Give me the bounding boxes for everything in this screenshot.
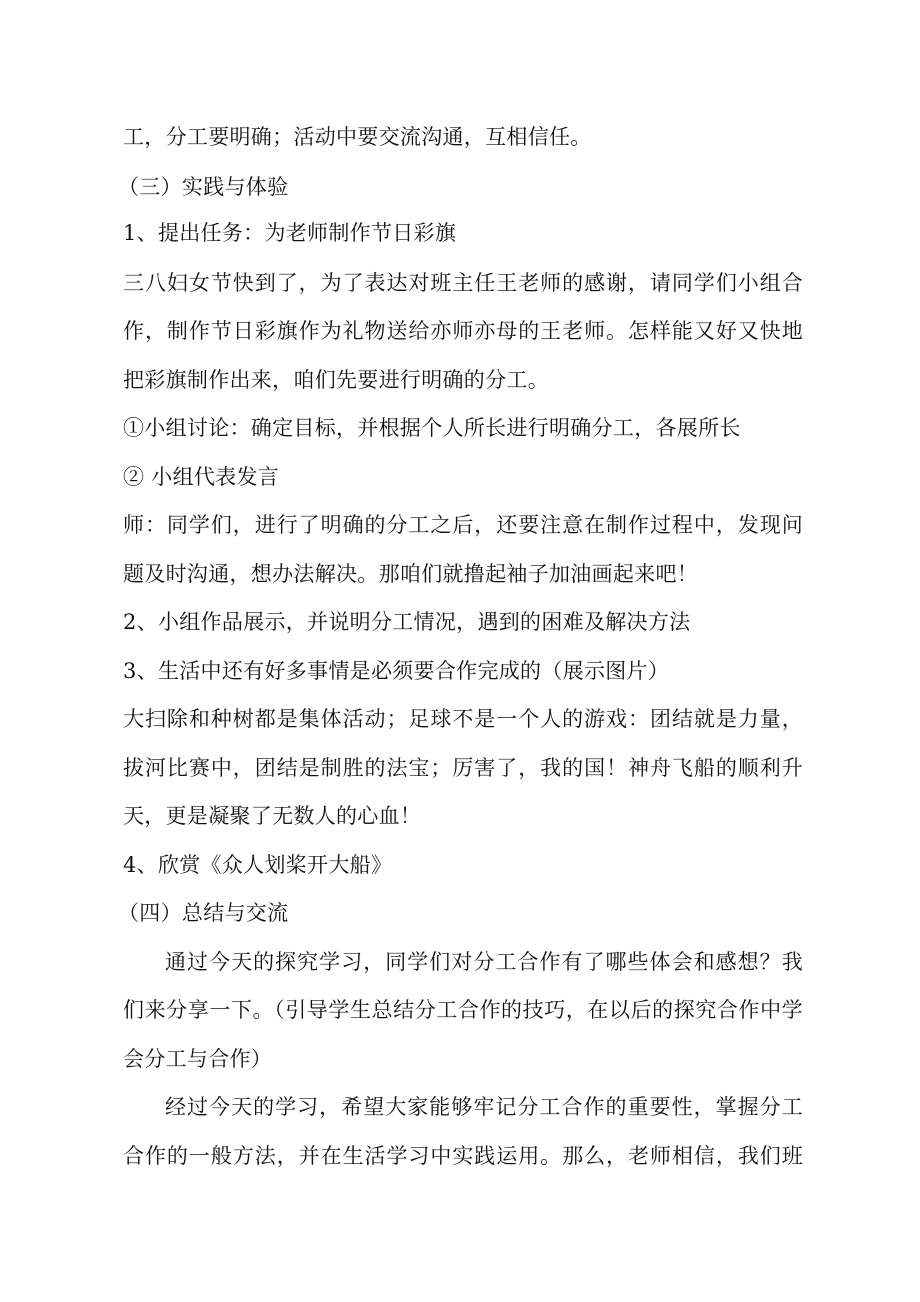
- summary-paragraph-line-2: 们来分享一下。（引导学生总结分工合作的技巧，在以后的探究合作中学: [123, 998, 803, 1022]
- summary-paragraph-line-1: 通过今天的探究学习，同学们对分工合作有了哪些体会和感想？我: [165, 950, 803, 974]
- example-line-3: 天，更是凝聚了无数人的心血！: [123, 804, 422, 828]
- list-item-4: 4、欣赏《众人划桨开大船》: [123, 853, 393, 877]
- example-line-2: 拔河比赛中，团结是制胜的法宝；厉害了，我的国！神舟飞船的顺利升: [123, 756, 803, 780]
- section-heading-summary: （四）总结与交流: [118, 901, 289, 925]
- paragraph-line-1: 三八妇女节快到了，为了表达对班主任王老师的感谢，请同学们小组合: [123, 271, 803, 295]
- list-item-3: 3、生活中还有好多事情是必须要合作完成的（展示图片）: [123, 659, 670, 683]
- example-line-1: 大扫除和种树都是集体活动；足球不是一个人的游戏：团结就是力量，: [123, 707, 803, 731]
- text-line-1: 工，分工要明确；活动中要交流沟通，互相信任。: [123, 125, 592, 149]
- paragraph-line-2: 作，制作节日彩旗作为礼物送给亦师亦母的王老师。怎样能又好又快地: [123, 319, 803, 343]
- teacher-text-line-1: 师：同学们，进行了明确的分工之后，还要注意在制作过程中，发现问: [123, 513, 803, 537]
- list-item-2: 2、小组作品展示，并说明分工情况，遇到的困难及解决方法: [123, 610, 691, 634]
- numbered-item-2: ② 小组代表发言: [123, 465, 280, 489]
- task-heading: 1、提出任务：为老师制作节日彩旗: [123, 221, 457, 245]
- paragraph-line-3: 把彩旗制作出来，咱们先要进行明确的分工。: [123, 368, 549, 392]
- closing-paragraph-line-2: 合作的一般方法，并在生活学习中实践运用。那么，老师相信，我们班: [123, 1144, 803, 1168]
- teacher-text-line-2: 题及时沟通，想办法解决。那咱们就撸起袖子加油画起来吧！: [123, 562, 699, 586]
- numbered-item-1: ①小组讨论：确定目标，并根据个人所长进行明确分工，各展所长: [123, 416, 741, 440]
- closing-paragraph-line-1: 经过今天的学习，希望大家能够牢记分工合作的重要性，掌握分工: [165, 1095, 803, 1119]
- summary-paragraph-line-3: 会分工与合作）: [123, 1047, 273, 1071]
- section-heading-practice: （三）实践与体验: [118, 175, 289, 199]
